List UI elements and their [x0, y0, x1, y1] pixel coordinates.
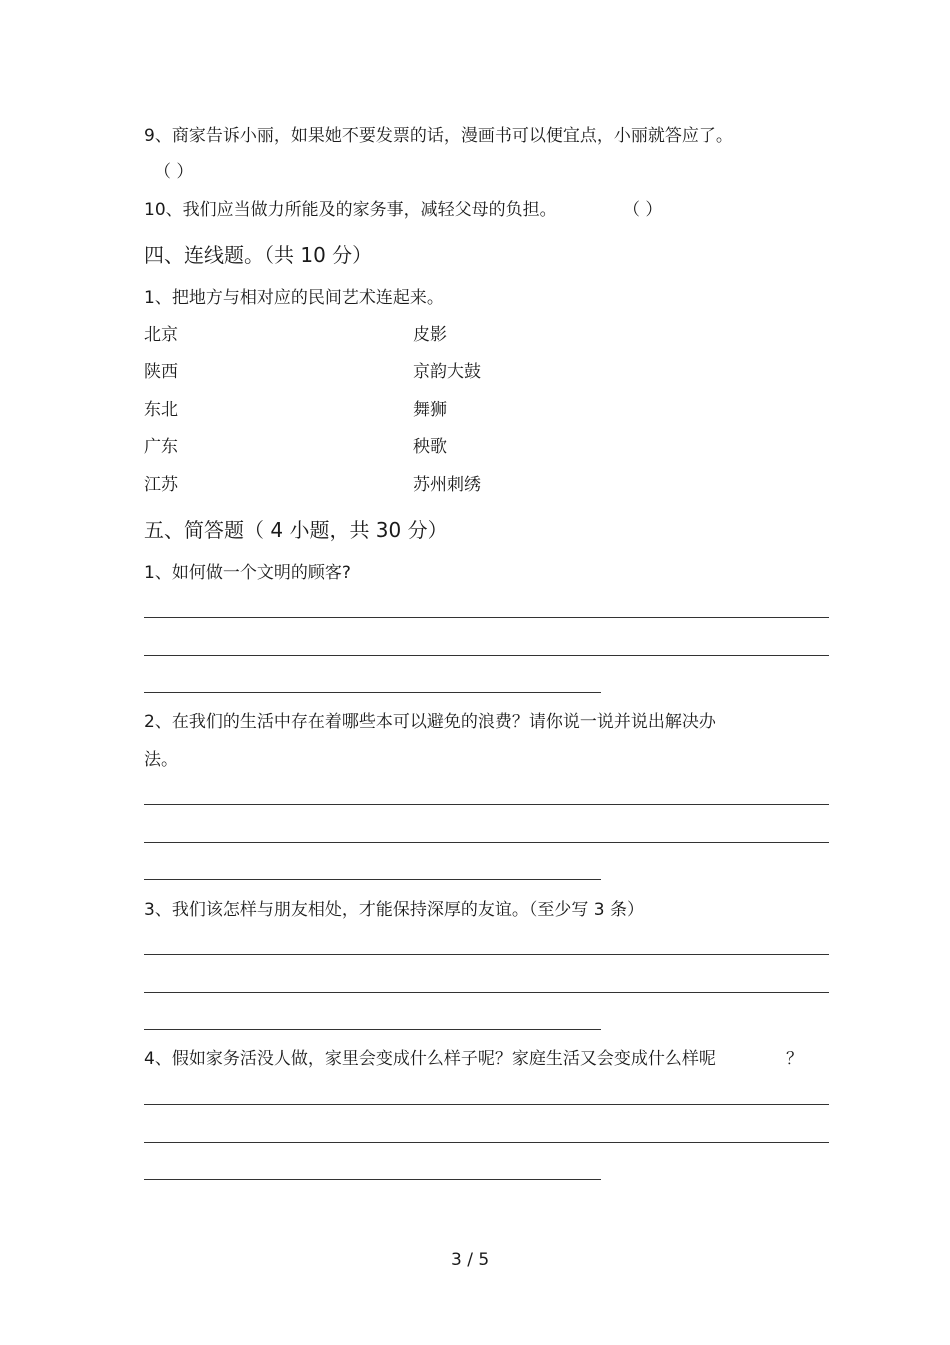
answer-line[interactable] [144, 1029, 601, 1030]
answer-line[interactable] [144, 1179, 601, 1180]
short-answer-question-2: 2、在我们的生活中存在着哪些本可以避免的浪费？请你说一说并说出解决办 [144, 712, 716, 732]
answer-line[interactable] [144, 1104, 829, 1105]
section-5-heading: 五、简答题（ 4 小题，共 30 分） [144, 518, 448, 542]
place-item[interactable]: 东北 [144, 400, 178, 420]
answer-line[interactable] [144, 879, 601, 880]
folk-art-item[interactable]: 皮影 [413, 325, 447, 345]
folk-art-item[interactable]: 舞狮 [413, 400, 447, 420]
answer-paren-q10[interactable]: （ ） [623, 200, 663, 220]
folk-art-item[interactable]: 苏州刺绣 [413, 475, 481, 495]
question-mark: ？ [786, 1049, 803, 1069]
answer-paren-q9[interactable]: （ ） [154, 162, 194, 182]
short-answer-question-4: 4、假如家务活没人做，家里会变成什么样子呢？家庭生活又会变成什么样呢 [144, 1049, 716, 1069]
answer-line[interactable] [144, 842, 829, 843]
place-item[interactable]: 江苏 [144, 475, 178, 495]
short-answer-question-3: 3、我们该怎样与朋友相处，才能保持深厚的友谊。（至少写 3 条） [144, 900, 644, 920]
folk-art-item[interactable]: 秧歌 [413, 437, 447, 457]
answer-line[interactable] [144, 617, 829, 618]
answer-line[interactable] [144, 692, 601, 693]
answer-line[interactable] [144, 1142, 829, 1143]
matching-question-1: 1、把地方与相对应的民间艺术连起来。 [144, 288, 444, 308]
folk-art-item[interactable]: 京韵大鼓 [413, 362, 481, 382]
place-item[interactable]: 陕西 [144, 362, 178, 382]
place-item[interactable]: 北京 [144, 325, 178, 345]
answer-line[interactable] [144, 954, 829, 955]
question-10-text: 10、我们应当做力所能及的家务事，减轻父母的负担。 [144, 200, 557, 220]
question-9-text: 9、商家告诉小丽，如果她不要发票的话，漫画书可以便宜点，小丽就答应了。 [144, 126, 733, 146]
answer-line[interactable] [144, 804, 829, 805]
answer-line[interactable] [144, 655, 829, 656]
short-answer-question-1: 1、如何做一个文明的顾客? [144, 563, 351, 583]
place-item[interactable]: 广东 [144, 437, 178, 457]
section-4-heading: 四、连线题。（共 10 分） [144, 243, 373, 267]
short-answer-question-2-cont: 法。 [144, 750, 178, 770]
answer-line[interactable] [144, 992, 829, 993]
page-number: 3 / 5 [451, 1250, 490, 1270]
